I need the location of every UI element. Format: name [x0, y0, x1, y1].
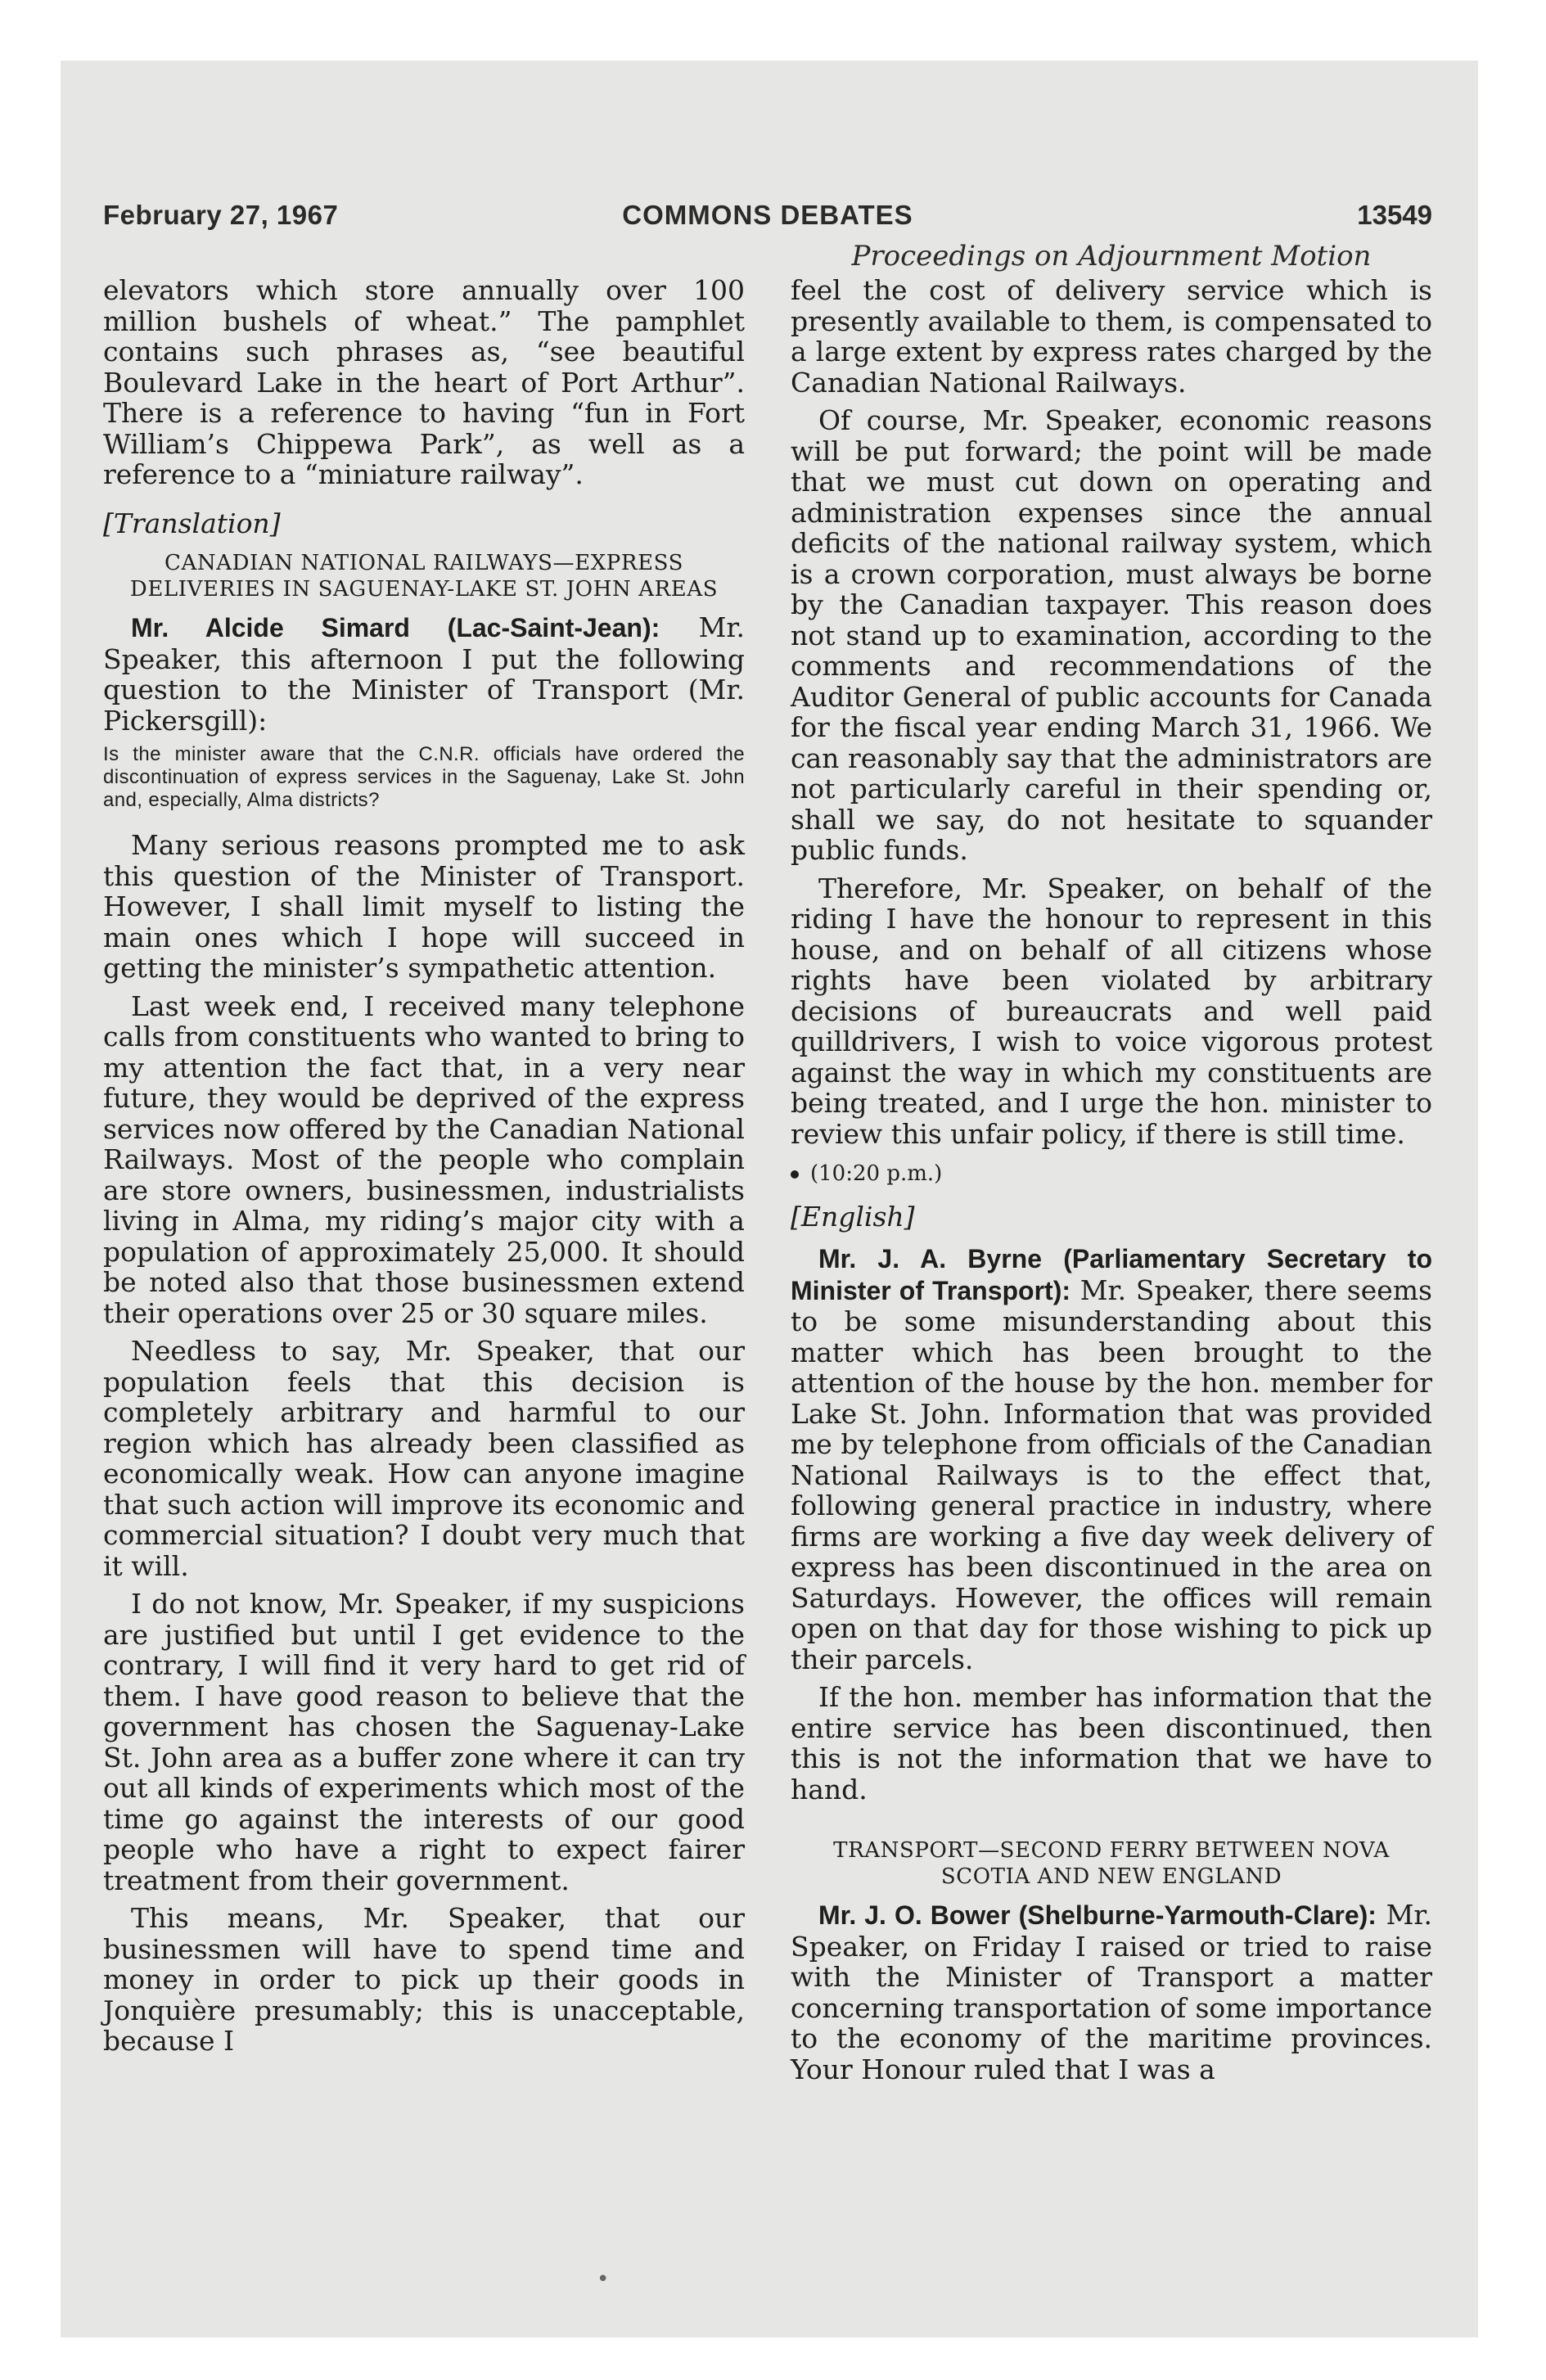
- speech-text: Mr. Speaker, there seems to be some misunderstanding about this matter which has been brought to the attention of the house by the hon. member for Lake St. John. Information that was provided me by telephone from officials of the Canadian National Railways is to the effect that, following general practice in industry, where firms are working a five day week delivery of express has been discontinued in the area on Saturdays. However, the offices will remain open on that day for those wishing to pick up their parcels.: [791, 1273, 1432, 1675]
- speech-paragraph: [791, 1243, 1432, 1675]
- paragraph: Therefore, Mr. Speaker, on behalf of the riding I have the honour to represent in this house, and on behalf of all citizens whose rights have been violated by arbitrary decisions of bureaucrats and well paid quilldrivers, I wish to voice vigorous protest against the way in which my constituents are being treated, and I urge the hon. minister to review this unfair policy, if there is still time.: [791, 872, 1432, 1150]
- bullet-icon: [791, 1170, 799, 1179]
- paragraph: Needless to say, Mr. Speaker, that our population feels that this decision is completely arbitrary and harmful to our region which has already been classified as economically weak. How can anyone imagine that such action will improve its economic and commercial situation? I doubt very much that it will.: [103, 1335, 745, 1582]
- translation-label: [Translation]: [103, 507, 281, 539]
- speaker-name: Mr. J. A. Byrne (Parliamentary Secretary to Minister of Transport):: [791, 1244, 1432, 1305]
- paragraph: Many serious reasons prompted me to ask this question of the Minister of Transport. However, I shall limit myself to listing the main ones which I hope will succeed in getting the minister’s sympathetic attention.: [103, 829, 745, 984]
- section-heading: CANADIAN NATIONAL RAILWAYS—EXPRESS DELIVERIES IN SAGUENAY-LAKE ST. JOHN AREAS: [129, 551, 719, 602]
- header-title: COMMONS DEBATES: [622, 200, 913, 230]
- paragraph: Of course, Mr. Speaker, economic reasons will be put forward; the point will be made that we must cut down on operating and administration expenses since the annual deficits of the national railway system, which is a crown corporation, must always be borne by the Canadian taxpayer. This reason does not stand up to examination, according to the comments and recommendations of the Auditor General of public accounts for Canada for the fiscal year ending March 31, 1966. We can reasonably say that the administrators are not particularly careful in their spending or, shall we say, do not hesitate to squander public funds.: [791, 404, 1432, 866]
- left-column: [103, 275, 745, 2064]
- paragraph: feel the cost of delivery service which is presently available to them, is compensated to a large extent by express rates charged by the Canadian National Railways.: [791, 274, 1432, 399]
- speech-paragraph: [103, 612, 745, 736]
- header-subheading: Proceedings on Adjournment Motion: [851, 240, 1372, 273]
- speech-text: Mr. Speaker, on Friday I raised or tried to raise with the Minister of Transport a matter concerning transportation of some importance to the economy of the maritime provinces. Your Honour ruled that I was a: [791, 1899, 1432, 2085]
- speech-text: Mr. Speaker, this afternoon I put the following question to the Minister of Transport (Mr. Pickersgill):: [103, 611, 746, 737]
- header-date: February 27, 1967: [103, 200, 339, 230]
- speech-paragraph: [791, 1900, 1432, 2085]
- timestamp-text: (10:20 p.m.): [810, 1161, 943, 1186]
- paragraph: I do not know, Mr. Speaker, if my suspicions are justified but until I get evidence to the contrary, I will find it very hard to get rid of them. I have good reason to believe that the government has chosen the Saguenay-Lake St. John area as a buffer zone where it can try out all kinds of experiments which most of the time go against the interests of our good people who have a right to expect fairer treatment from their government.: [103, 1588, 745, 1896]
- header-page-number: 13549: [1357, 200, 1432, 230]
- right-column: [791, 275, 1432, 2092]
- paragraph: This means, Mr. Speaker, that our businessmen will have to spend time and money in order to pick up their goods in Jonquière presumably; this is unacceptable, because I: [103, 1902, 745, 2057]
- quoted-question: Is the minister aware that the C.N.R. officials have ordered the discontinuation of express services in the Saguenay, Lake St. John and, especially, Alma districts?: [103, 743, 745, 811]
- timestamp: [791, 1159, 1432, 1190]
- paragraph: If the hon. member has information that the entire service has been discontinued, then this is not the information that we have to hand.: [791, 1681, 1432, 1805]
- footer-mark: •: [597, 2267, 610, 2292]
- speaker-name: Mr. Alcide Simard (Lac-Saint-Jean):: [131, 613, 660, 642]
- english-label: [English]: [791, 1200, 915, 1233]
- paragraph: elevators which store annually over 100 million bushels of wheat.” The pamphlet contains such phrases as, “see beautiful Boulevard Lake in the heart of Port Arthur”. There is a reference to having “fun in Fort William’s Chippewa Park”, as well as a reference to a “miniature railway”.: [103, 274, 745, 490]
- speaker-name: Mr. J. O. Bower (Shelburne-Yarmouth-Clare):: [818, 1900, 1377, 1930]
- page-header: [103, 200, 1432, 237]
- section-heading: TRANSPORT—SECOND FERRY BETWEEN NOVA SCOTIA AND NEW ENGLAND: [833, 1838, 1390, 1889]
- paragraph: Last week end, I received many telephone calls from constituents who wanted to bring to my attention the fact that, in a very near future, they would be deprived of the express services now offered by the Canadian National Railways. Most of the people who complain are store owners, businessmen, industrialists living in Alma, my riding’s major city with a population of approximately 25,000. It should be noted also that those businessmen extend their operations over 25 or 30 square miles.: [103, 989, 745, 1329]
